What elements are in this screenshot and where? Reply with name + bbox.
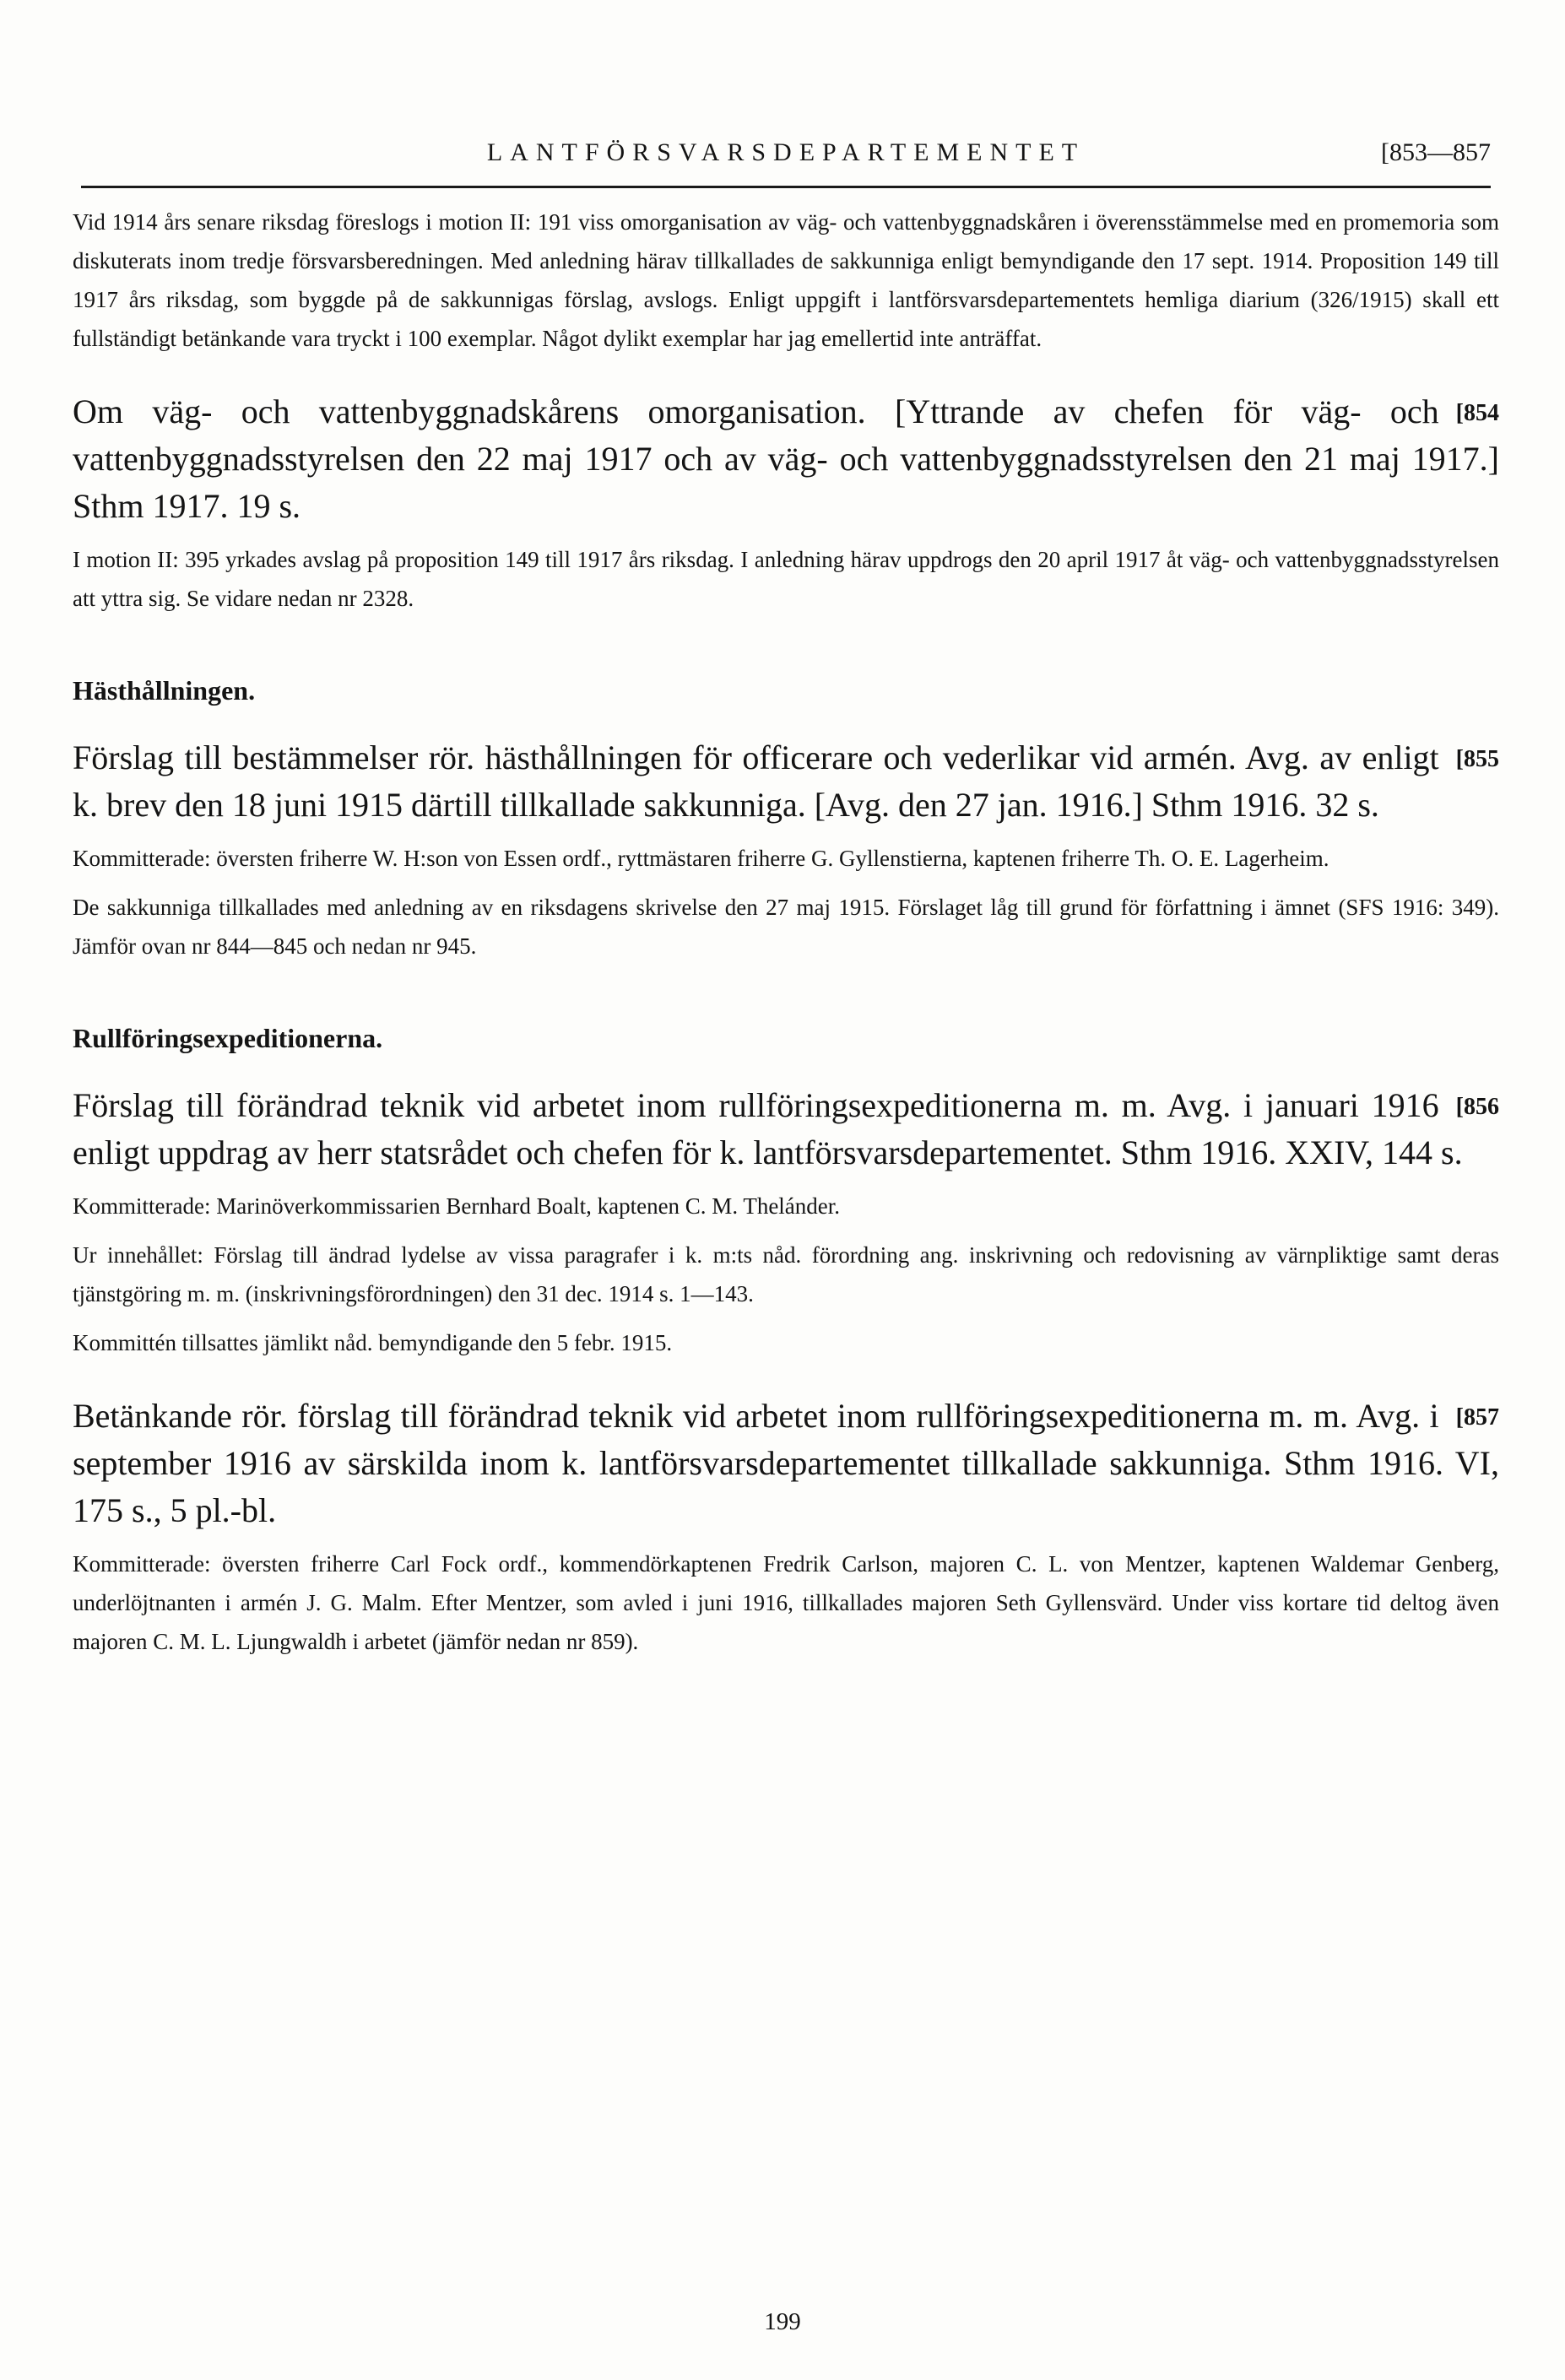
entry-856-committee: Kommitterade: Marinöverkommissarien Bernhard Boalt, kaptenen C. M. Thelánder. (73, 1193, 841, 1219)
entry-range: [853—857 (1381, 138, 1491, 166)
entry-854-note: I motion II: 395 yrkades avslag på proposition 149 till 1917 års riksdag. I anledning härav uppdrogs den 20 april 1917 åt väg- och vattenbyggnadsstyrelsen att yttra sig. Se vidare nedan nr 2328. (73, 547, 1499, 611)
entry-857-title (73, 1393, 1499, 1534)
intro-paragraph: Vid 1914 års senare riksdag föreslogs i motion II: 191 viss omorganisation av väg- och vattenbyggnadskåren i överensstämmelse med en promemoria som diskuterats inom tredje försvarsberedningen. Med anledning härav tillkallades de sakkunniga enligt bemyndigande den 17 sept. 1914. Proposition 149 till 1917 års riksdag, som byggde på de sakkunnigas förslag, avslogs. Enligt uppgift i lantförsvarsdepartementets hemliga diarium (326/1915) skall ett fullständigt betänkande vara tryckt i 100 exemplar. Något dylikt exemplar har jag emellertid inte anträffat. (73, 209, 1499, 351)
entry-856-number: [856 (1455, 1094, 1499, 1120)
entry-857-committee: Kommitterade: översten friherre Carl Fock ordf., kommendörkaptenen Fredrik Carlson, majoren C. L. von Mentzer, kaptenen Waldemar Genberg, underlöjtnanten i armén J. G. Malm. Efter Mentzer, som avled i juni 1916, tillkallades majoren Seth Gyllensvärd. Under viss kortare tid deltog även majoren C. M. L. Ljungwaldh i arbetet (jämför nedan nr 859). (73, 1551, 1499, 1654)
section-heading-hasthallningen: Hästhållningen. (73, 675, 256, 706)
entry-856-note: Kommittén tillsattes jämlikt nåd. bemyndigande den 5 febr. 1915. (73, 1330, 673, 1355)
entry-856-contents: Ur innehållet: Förslag till ändrad lydelse av vissa paragrafer i k. m:ts nåd. förordning ang. inskrivning och redovisning av värnpliktige samt deras tjänstgöring m. m. (inskrivningsförordningen) den 31 dec. 1914 s. 1—143. (73, 1242, 1499, 1306)
section-heading-rullforingsexpeditionerna: Rullföringsexpeditionerna. (73, 1023, 383, 1053)
entry-855-committee: Kommitterade: översten friherre W. H:son von Essen ordf., ryttmästaren friherre G. Gyllenstierna, kaptenen friherre Th. O. E. Lagerheim. (73, 846, 1329, 871)
entry-856-title-text: Förslag till förändrad teknik vid arbetet inom rullföringsexpeditionerna m. m. Avg. i januari 1916 enligt uppdrag av herr statsrådet och chefen för k. lantförsvarsdepartementet. Sthm 1916. XXIV, 144 s. (73, 1086, 1463, 1171)
entry-855-note: De sakkunniga tillkallades med anledning av en riksdagens skrivelse den 27 maj 1915. Förslaget låg till grund för författning i ämnet (SFS 1916: 349). Jämför ovan nr 844—845 och nedan nr 945. (73, 895, 1499, 959)
running-header (81, 135, 1491, 188)
entry-857-number: [857 (1455, 1404, 1499, 1431)
page-number: 199 (764, 2308, 801, 2335)
running-title: LANTFÖRSVARSDEPARTEMENTET (486, 138, 1086, 166)
entry-854-title (73, 388, 1499, 530)
entry-854-title-text: Om väg- och vattenbyggnadskårens omorganisation. [Yttrande av chefen för väg- och vattenbyggnadsstyrelsen den 22 maj 1917 och av väg- och vattenbyggnadsstyrelsen den 21 maj 1917.] Sthm 1917. 19 s. (73, 392, 1499, 525)
entry-855-title-text: Förslag till bestämmelser rör. hästhållningen för officerare och vederlikar vid armén. Avg. av enligt k. brev den 18 juni 1915 därtill tillkallade sakkunniga. [Avg. den 27 jan. 1916.] Sthm 1916. 32 s. (73, 738, 1439, 824)
entry-855-title (73, 734, 1499, 829)
page-content (73, 203, 1499, 1661)
entry-854-number: [854 (1455, 400, 1499, 426)
entry-856-title (73, 1082, 1499, 1176)
entry-857-title-text: Betänkande rör. förslag till förändrad teknik vid arbetet inom rullföringsexpeditionerna m. m. Avg. i september 1916 av särskilda inom k. lantförsvarsdepartementet tillkallade sakkunniga. Sthm 1916. VI, 175 s., 5 pl.-bl. (73, 1397, 1499, 1529)
entry-855-number: [855 (1455, 746, 1499, 772)
